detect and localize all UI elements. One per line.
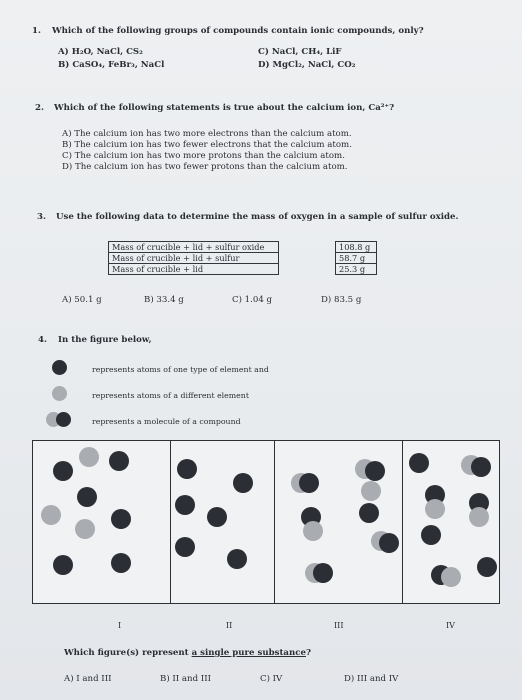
q3-option-d: D) 83.5 g (321, 295, 362, 305)
q4-option-a: A) I and III (64, 674, 112, 684)
molecule-dark-atom-icon (56, 412, 71, 427)
table-row (109, 264, 377, 275)
dark-atom (175, 495, 195, 515)
q1-option-b: B) CaSO₄, FeBr₃, NaCl (58, 60, 165, 70)
light-atom (469, 507, 489, 527)
figure-box-i (32, 440, 172, 604)
dark-atom (111, 553, 131, 573)
legend-text-1: represents atoms of one type of element and (92, 365, 269, 374)
dark-atom (53, 461, 73, 481)
table-cell-value: 25.3 g (336, 264, 377, 275)
table-cell-label: Mass of crucible + lid (109, 264, 279, 275)
q3-option-c: C) 1.04 g (232, 295, 273, 305)
q3-option-a: A) 50.1 g (62, 295, 102, 305)
q2-option-c: C) The calcium ion has two more protons than the calcium atom. (62, 151, 345, 161)
dark-atom (313, 563, 333, 583)
dark-atom (359, 503, 379, 523)
q4-option-c: C) IV (260, 674, 283, 684)
figure-label-iii: III (334, 621, 344, 630)
q1-option-a: A) H₂O, NaCl, CS₂ (58, 47, 143, 57)
q1-number: 1. (32, 26, 41, 36)
dark-atom (111, 509, 131, 529)
q1-option-c: C) NaCl, CH₄, LiF (258, 47, 342, 57)
light-atom (79, 447, 99, 467)
table-cell-value: 58.7 g (336, 253, 377, 264)
q2-option-d: D) The calcium ion has two fewer protons than the calcium atom. (62, 162, 348, 172)
q2-question: Which of the following statements is true about the calcium ion, Ca²⁺? (54, 103, 395, 113)
figure-label-i: I (118, 621, 122, 630)
q4-option-d: D) III and IV (344, 674, 399, 684)
dark-atom (227, 549, 247, 569)
dark-atom-icon (52, 360, 67, 375)
mass-data-table (108, 241, 377, 275)
q3-number: 3. (37, 212, 46, 222)
dark-atom (379, 533, 399, 553)
dark-atom (409, 453, 429, 473)
q4-number: 4. (38, 335, 47, 345)
light-atom (75, 519, 95, 539)
q2-option-b: B) The calcium ion has two fewer electrons that the calcium atom. (62, 140, 352, 150)
dark-atom (53, 555, 73, 575)
q4-question-emphasis: a single pure substance (191, 648, 306, 658)
light-atom (303, 521, 323, 541)
light-atom (425, 499, 445, 519)
figure-box-iv (402, 440, 500, 604)
light-atom (361, 481, 381, 501)
table-row (109, 253, 377, 264)
dark-atom (177, 459, 197, 479)
q3-question: Use the following data to determine the mass of oxygen in a sample of sulfur oxide. (56, 212, 459, 222)
dark-atom (77, 487, 97, 507)
q2-number: 2. (35, 103, 44, 113)
q1-option-d: D) MgCl₂, NaCl, CO₂ (258, 60, 356, 70)
table-row (109, 242, 377, 253)
q4-question-prefix: Which figure(s) represent (64, 648, 192, 658)
light-atom (441, 567, 461, 587)
q3-option-b: B) 33.4 g (144, 295, 184, 305)
dark-atom (299, 473, 319, 493)
q2-option-a: A) The calcium ion has two more electrons than the calcium atom. (62, 129, 352, 139)
light-atom (41, 505, 61, 525)
q4-option-b: B) II and III (160, 674, 211, 684)
table-cell-label: Mass of crucible + lid + sulfur (109, 253, 279, 264)
q1-question: Which of the following groups of compounds contain ionic compounds, only? (52, 26, 424, 36)
table-cell-value: 108.8 g (336, 242, 377, 253)
dark-atom (207, 507, 227, 527)
dark-atom (477, 557, 497, 577)
light-atom-icon (52, 386, 67, 401)
table-cell-label: Mass of crucible + lid + sulfur oxide (109, 242, 279, 253)
dark-atom (109, 451, 129, 471)
q4-question-suffix: ? (305, 648, 311, 658)
figure-label-iv: IV (446, 621, 455, 630)
dark-atom (365, 461, 385, 481)
dark-atom (471, 457, 491, 477)
q4-question (64, 648, 311, 659)
dark-atom (175, 537, 195, 557)
legend-text-2: represents atoms of a different element (92, 391, 249, 400)
legend-text-3: represents a molecule of a compound (92, 417, 241, 426)
dark-atom (421, 525, 441, 545)
dark-atom (233, 473, 253, 493)
q4-intro: In the figure below, (58, 335, 152, 345)
figure-box-ii (170, 440, 276, 604)
figure-box-iii (274, 440, 404, 604)
figure-label-ii: II (226, 621, 233, 630)
